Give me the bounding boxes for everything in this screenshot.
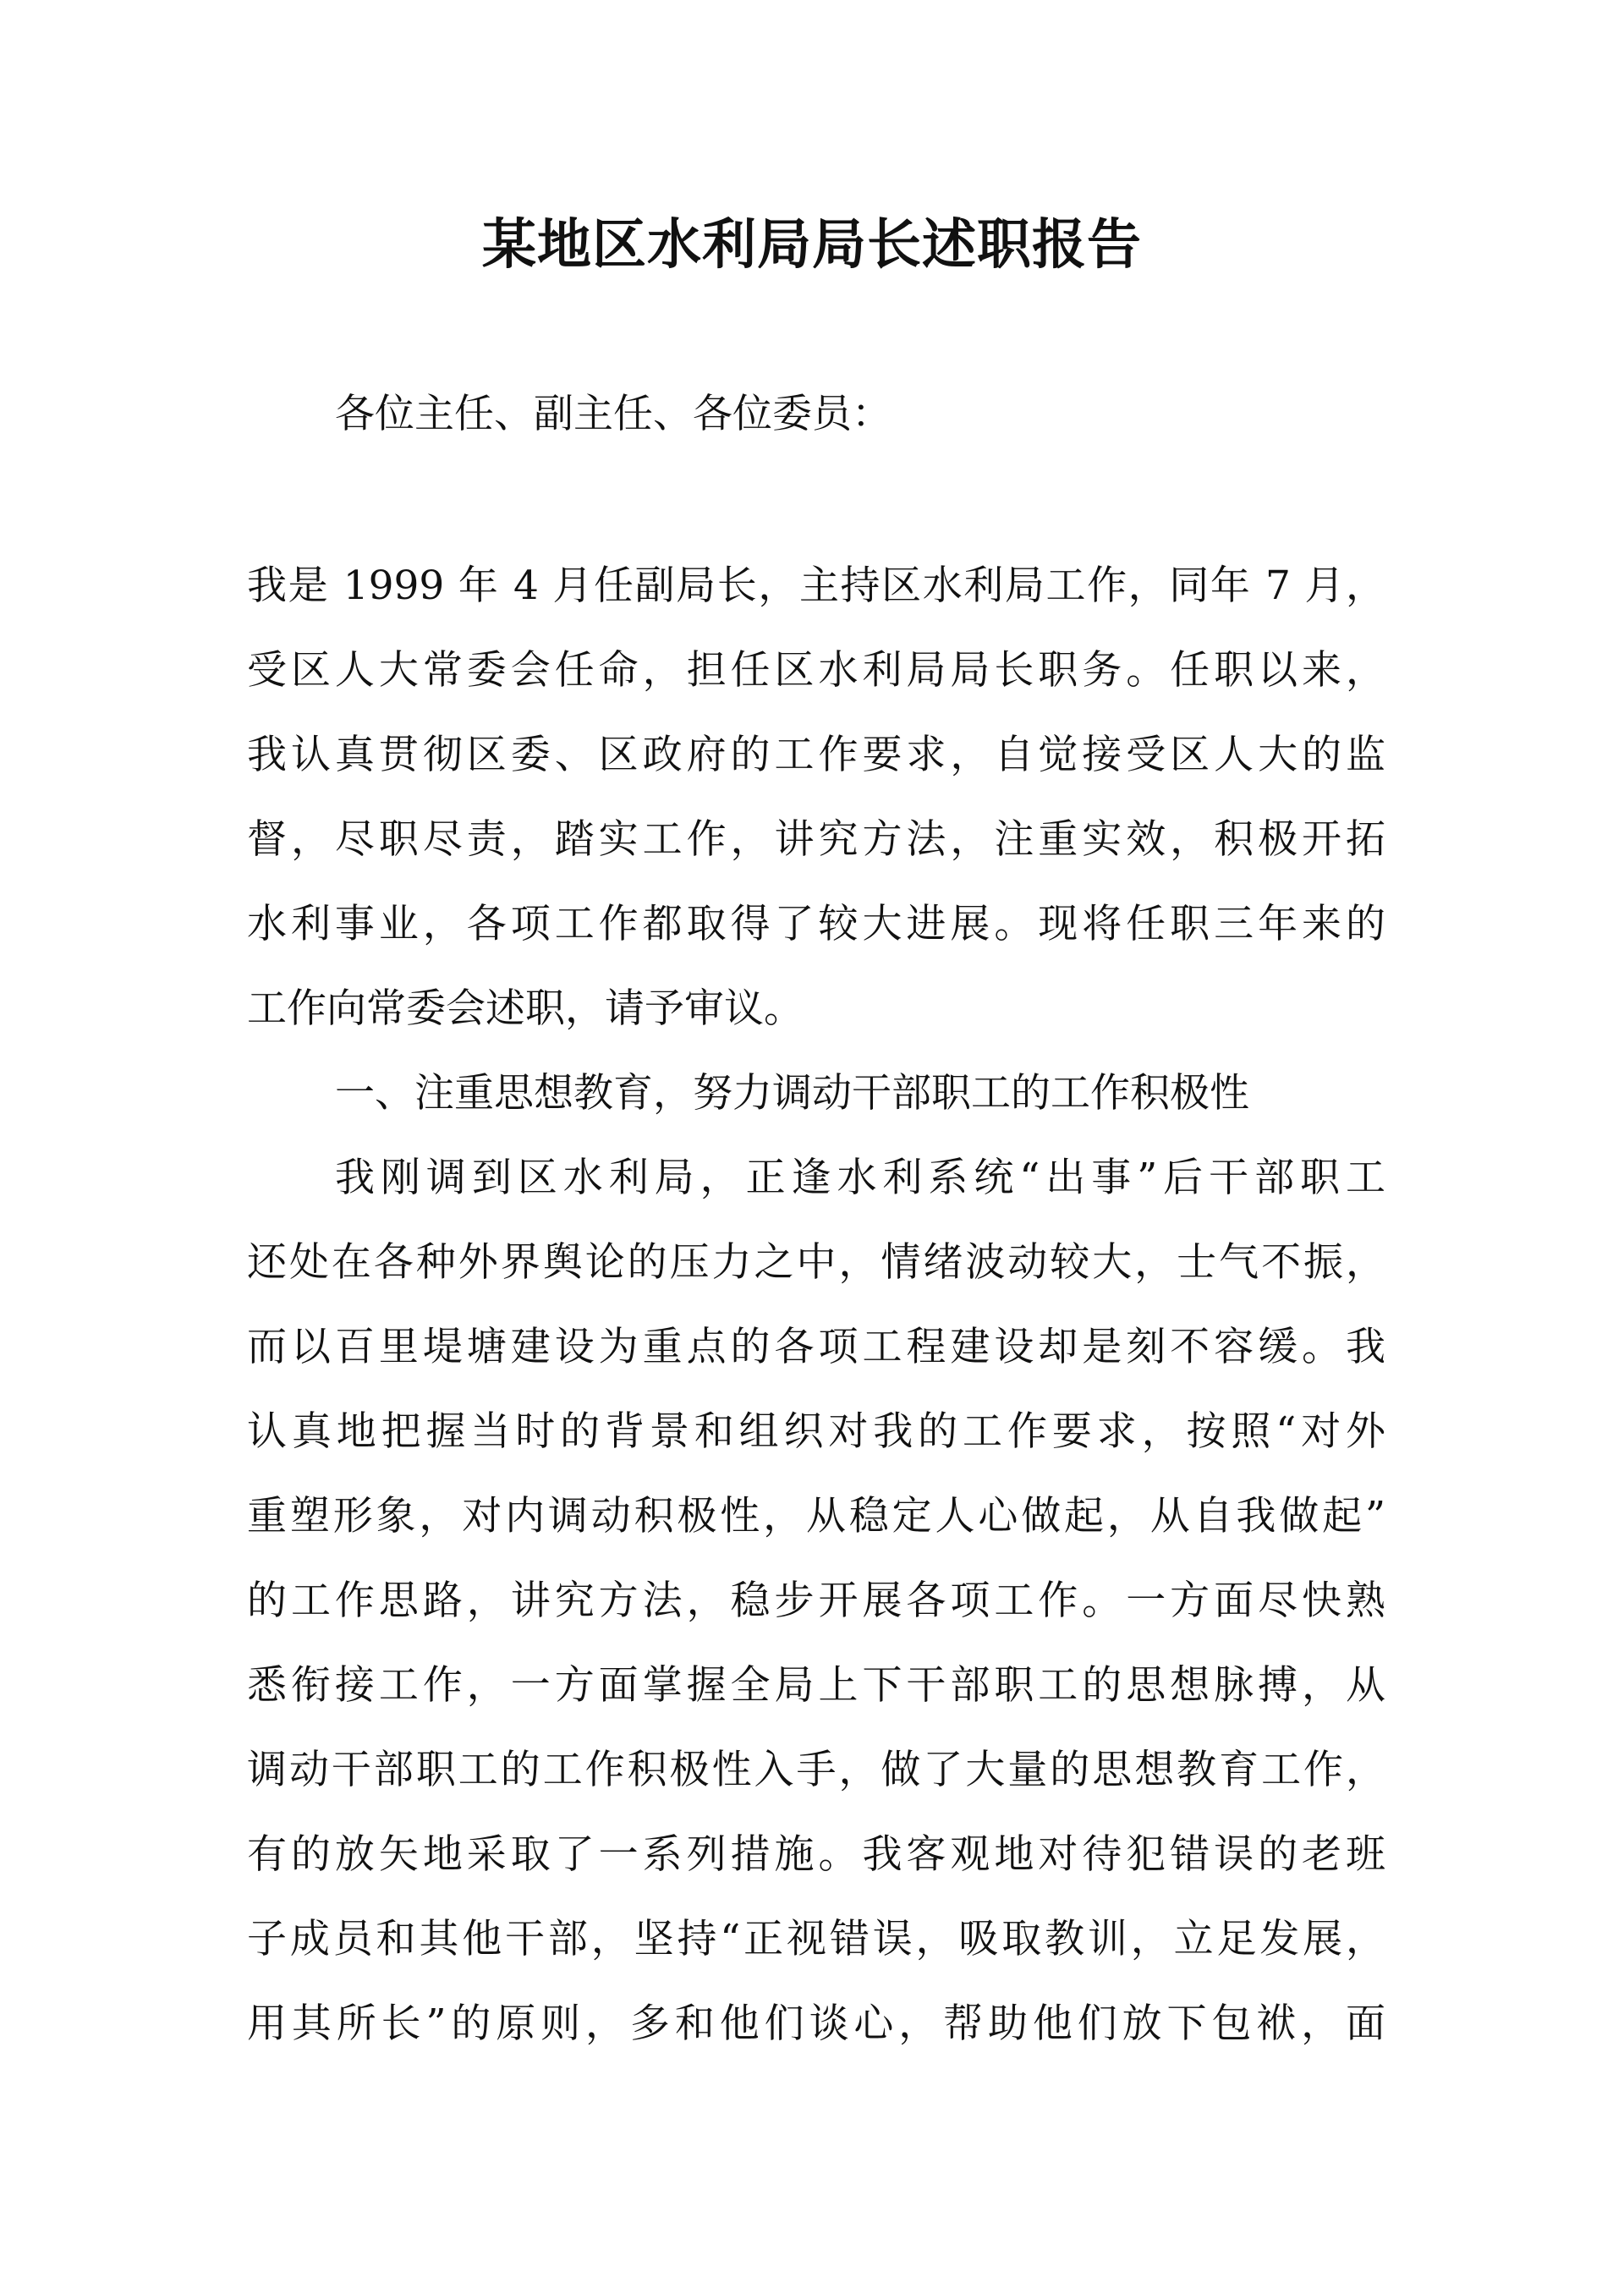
body-line-9: 还处在各种外界舆论的压力之中，情绪波动较大，士气不振， bbox=[247, 1239, 1385, 1286]
body-line-13: 的工作思路，讲究方法，稳步开展各项工作。一方面尽快熟 bbox=[247, 1578, 1385, 1624]
body-line-3: 我认真贯彻区委、区政府的工作要求，自觉接受区人大的监 bbox=[247, 732, 1385, 778]
salutation: 各位主任、副主任、各位委员： bbox=[335, 391, 892, 437]
body-line-2: 受区人大常委会任命，担任区水利局局长职务。任职以来， bbox=[247, 647, 1385, 694]
body-line-6: 工作向常委会述职，请予审议。 bbox=[247, 985, 804, 1032]
body-line-12: 重塑形象，对内调动积极性，从稳定人心做起，从自我做起” bbox=[247, 1493, 1385, 1539]
body-line-8: 我刚调到区水利局，正逢水利系统“出事”后干部职工 bbox=[335, 1155, 1385, 1201]
body-line-14: 悉衔接工作，一方面掌握全局上下干部职工的思想脉搏，从 bbox=[247, 1662, 1385, 1709]
body-line-15: 调动干部职工的工作积极性入手，做了大量的思想教育工作， bbox=[247, 1747, 1385, 1793]
body-line-11: 认真地把握当时的背景和组织对我的工作要求，按照“对外 bbox=[247, 1408, 1385, 1455]
body-line-16: 有的放矢地采取了一系列措施。我客观地对待犯错误的老班 bbox=[247, 1831, 1385, 1878]
body-line-17: 子成员和其他干部，坚持“正视错误，吸取教训，立足发展， bbox=[247, 1916, 1385, 1962]
body-line-4: 督，尽职尽责，踏实工作，讲究方法，注重实效，积极开拓 bbox=[247, 816, 1385, 863]
body-line-1: 我是 1999 年 4 月任副局长，主持区水利局工作，同年 7 月， bbox=[247, 563, 1385, 609]
section-heading-1: 一、注重思想教育，努力调动干部职工的工作积极性 bbox=[335, 1070, 1249, 1117]
body-line-18: 用其所长”的原则，多和他们谈心，帮助他们放下包袱，面 bbox=[247, 2000, 1385, 2047]
body-line-5: 水利事业，各项工作都取得了较大进展。现将任职三年来的 bbox=[247, 901, 1385, 947]
body-line-10: 而以百里堤塘建设为重点的各项工程建设却是刻不容缓。我 bbox=[247, 1324, 1385, 1370]
document-title: 某地区水利局局长述职报告 bbox=[482, 214, 1142, 277]
